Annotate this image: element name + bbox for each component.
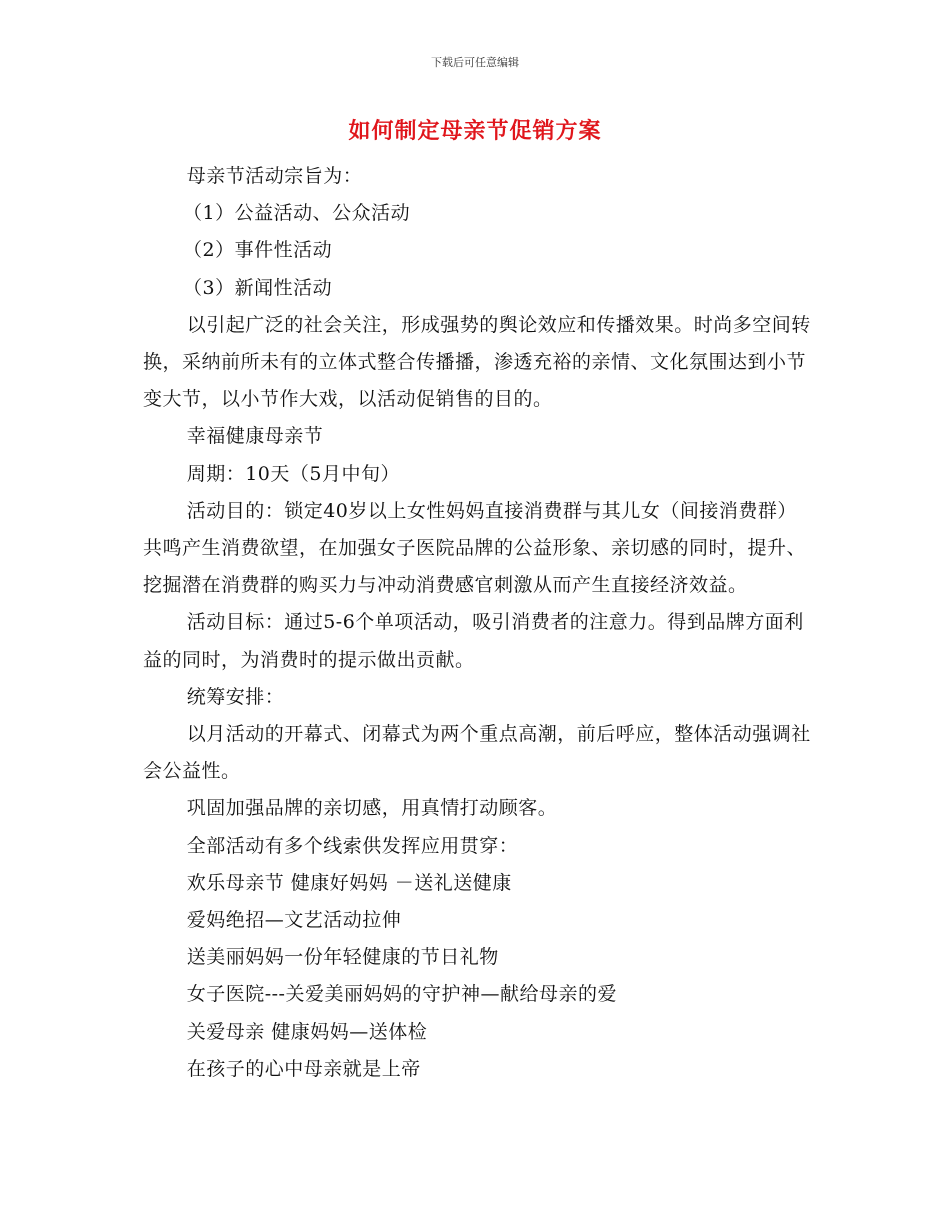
paragraph: 欢乐母亲节 健康好妈妈 －送礼送健康 — [186, 871, 512, 894]
paragraph: 以引起广泛的社会关注，形成强势的舆论效应和传播效果。时尚多空间转换，采纳前所未有的立体式整合传播播，渗透充裕的亲情、文化氛围达到小节变大节，以小节作大戏，以活动促销售的目的。 — [143, 313, 811, 411]
paragraph: 在孩子的心中母亲就是上帝 — [186, 1057, 421, 1080]
paragraph: 活动目的：锁定40岁以上女性妈妈直接消费群与其儿女（间接消费群）共鸣产生消费欲望，在加强女子医院品牌的公益形象、亲切感的同时，提升、挖掘潜在消费群的购买力与冲动消费感官刺激从而产生直接经济效益。 — [143, 499, 807, 597]
paragraph: 爱妈绝招—文艺活动拉伸 — [186, 909, 402, 932]
paragraph: 母亲节活动宗旨为： — [186, 165, 363, 187]
paragraph: 幸福健康母亲节 — [186, 425, 324, 448]
paragraph: 以月活动的开幕式、闭幕式为两个重点高潮，前后呼应，整体活动强调社会公益性。 — [143, 723, 811, 783]
paragraph: 周期：10天（5月中旬） — [186, 462, 400, 485]
list-item: （1）公益活动、公众活动 — [183, 202, 411, 225]
paragraph: 活动目标：通过5-6个单项活动，吸引消费者的注意力。得到品牌方面利益的同时，为消费时的提示做出贡献。 — [143, 611, 804, 671]
paragraph: 统筹安排： — [186, 685, 285, 708]
list-item: （2）事件性活动 — [183, 239, 333, 262]
paragraph: 全部活动有多个线索供发挥应用贯穿： — [186, 834, 519, 857]
paragraph: 女子医院---关爱美丽妈妈的守护神—献给母亲的爱 — [186, 983, 617, 1006]
paragraph: 巩固加强品牌的亲切感，用真情打动顾客。 — [186, 797, 558, 820]
list-item: （3）新闻性活动 — [183, 276, 333, 299]
document-title: 如何制定母亲节促销方案 — [348, 118, 602, 144]
paragraph: 送美丽妈妈一份年轻健康的节日礼物 — [186, 946, 499, 969]
document-body — [143, 158, 813, 1088]
header-note: 下载后可任意编辑 — [431, 56, 519, 69]
paragraph: 关爱母亲 健康妈妈—送体检 — [186, 1020, 428, 1043]
